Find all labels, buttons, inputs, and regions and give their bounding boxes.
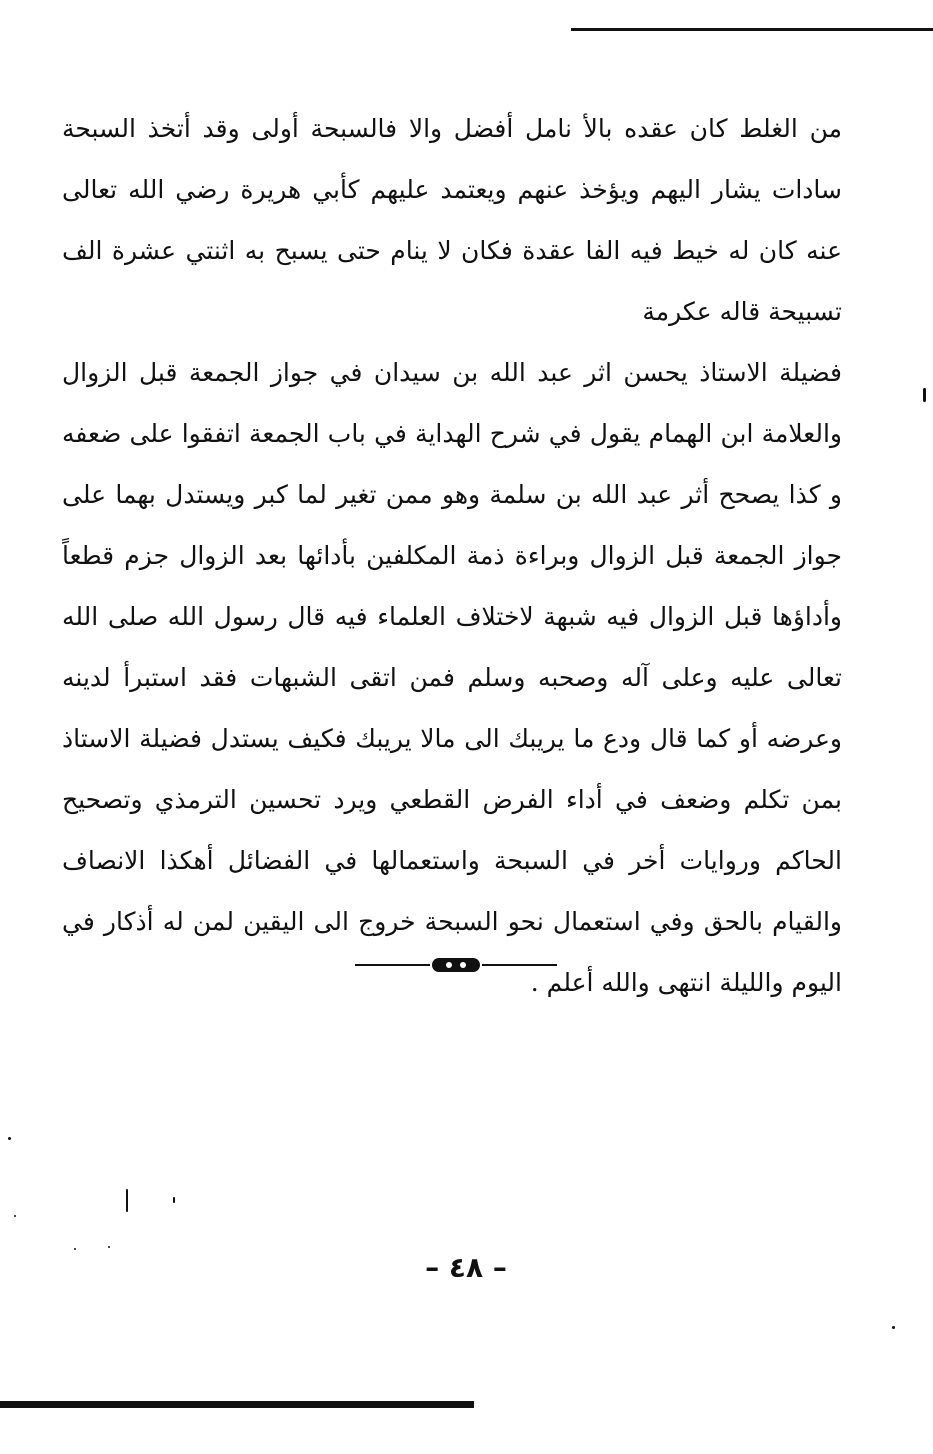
- paragraph-1: من الغلط كان عقده بالأ نامل أفضل والا فالسبحة أولى وقد أتخذ السبحة سادات يشار اليهم ويؤخذ عنهم ويعتمد عليهم كأبي هريرة رضي الله تعالى عنه كان له خيط فيه الفا عقدة فكان لا ينام حتى يسبح به اثنتي عشرة الف تسبيحة قاله عكرمة: [62, 114, 842, 326]
- divider-line-right: [482, 964, 557, 966]
- divider-center-mark: [432, 958, 480, 972]
- section-divider-ornament: [355, 955, 557, 975]
- scan-speck: [892, 1326, 895, 1329]
- scan-speck: [126, 1189, 128, 1212]
- scan-speck: [8, 1137, 11, 1140]
- scan-speck: [923, 388, 926, 402]
- top-rule: [571, 28, 933, 31]
- scan-speck: [74, 1248, 76, 1250]
- scan-speck: [14, 1215, 16, 1217]
- page-number: – ٤٨ –: [425, 1251, 507, 1284]
- divider-line-left: [355, 964, 430, 966]
- scan-speck: [173, 1197, 175, 1203]
- bottom-rule: [0, 1401, 474, 1408]
- paragraph-2: فضيلة الاستاذ يحسن اثر عبد الله بن سيدان في جواز الجمعة قبل الزوال والعلامة ابن الهمام يقول في شرح الهداية في باب الجمعة اتفقوا على ضعفه و كذا يصحح أثر عبد الله بن سلمة وهو ممن تغير لما كبر ويستدل بهما على جواز الجمعة قبل الزوال وبراءة ذمة المكلفين بأدائها بعد الزوال جزم قطعاً وأداؤها قبل الزوال فيه شبهة لاختلاف العلماء فيه قال رسول الله صلى الله تعالى عليه وعلى آله وصحبه وسلم فمن اتقى الشبهات فقد استبرأ لدينه وعرضه أو كما قال ودع ما يريبك الى مالا يريبك فكيف يستدل فضيلة الاستاذ بمن تكلم وضعف في أداء الفرض القطعي ويرد تحسين الترمذي وتصحيح الحاكم وروايات أخر في السبحة واستعمالها في الفضائل أهكذا الانصاف والقيام بالحق وفي استعمال نحو السبحة خروج الى اليقين لمن له أذكار في اليوم والليلة انتهى والله أعلم .: [62, 358, 842, 997]
- scan-speck: [108, 1246, 110, 1248]
- main-text-block: [62, 98, 842, 1013]
